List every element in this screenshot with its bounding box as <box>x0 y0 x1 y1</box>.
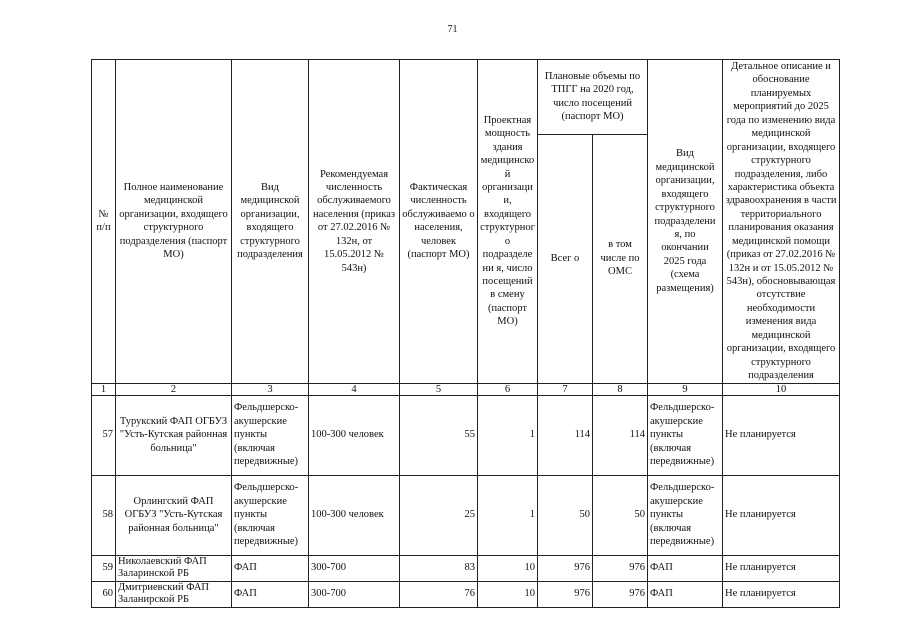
table-row <box>92 581 840 607</box>
description: Не планируется <box>723 395 840 475</box>
visits-oms: 976 <box>593 555 648 581</box>
visits-total: 50 <box>538 475 593 555</box>
recommended-population: 300-700 <box>309 555 400 581</box>
row-num: 57 <box>92 395 116 475</box>
column-number: 1 <box>92 383 116 395</box>
column-number: 8 <box>593 383 648 395</box>
header-description: Детальное описание и обоснование планируемых мероприятий до 2025 года по изменению вида медицинской организации, входящего структурного подразделения, либо характеристика объекта здравоохранения в части территориального планирования оказания медицинской помощи (приказ от 27.02.2016 № 132н и от 15.05.2012 № 543н), обосновывающая отсутствие необходимости изменения вида медицинской организации, входящего структурного подразделения <box>723 60 840 384</box>
visits-total: 976 <box>538 555 593 581</box>
header-design-capacity: Проектная мощность здания медицинско й организаци и, входящего структурног о подразделе ни я, число посещений в смену (паспорт МО) <box>478 60 538 384</box>
description: Не планируется <box>723 581 840 607</box>
actual-population: 83 <box>400 555 478 581</box>
header-planned-volumes: Плановые объемы по ТПГГ на 2020 год, число посещений (паспорт МО) <box>538 60 648 135</box>
table-row <box>92 475 840 555</box>
actual-population: 76 <box>400 581 478 607</box>
table-row <box>92 555 840 581</box>
type-2025: ФАП <box>648 555 723 581</box>
header-recommended-population: Рекомендуемая численность обслуживаемого населения (приказ от 27.02.2016 № 132н, от 15.05.2012 № 543н) <box>309 60 400 384</box>
visits-oms: 976 <box>593 581 648 607</box>
org-type: Фельдшерско-акушерские пункты (включая передвижные) <box>232 395 309 475</box>
type-2025: ФАП <box>648 581 723 607</box>
org-type: ФАП <box>232 581 309 607</box>
org-name: Дмитриевский ФАП Заланирской РБ <box>116 581 232 607</box>
row-num: 60 <box>92 581 116 607</box>
column-number: 5 <box>400 383 478 395</box>
column-number: 2 <box>116 383 232 395</box>
visits-total: 114 <box>538 395 593 475</box>
actual-population: 25 <box>400 475 478 555</box>
org-type: ФАП <box>232 555 309 581</box>
design-capacity: 1 <box>478 395 538 475</box>
description: Не планируется <box>723 475 840 555</box>
column-number: 9 <box>648 383 723 395</box>
recommended-population: 100-300 человек <box>309 475 400 555</box>
header-row <box>92 60 840 135</box>
org-name: Николаевский ФАП Заларинской РБ <box>116 555 232 581</box>
table-row <box>92 395 840 475</box>
column-number-row <box>92 383 840 395</box>
recommended-population: 300-700 <box>309 581 400 607</box>
org-name: Турукский ФАП ОГБУЗ "Усть-Кутская районная больница" <box>116 395 232 475</box>
row-num: 58 <box>92 475 116 555</box>
recommended-population: 100-300 человек <box>309 395 400 475</box>
org-name: Орлингский ФАП ОГБУЗ "Усть-Кутская районная больница" <box>116 475 232 555</box>
header-type-2025: Вид медицинской организации, входящего структурного подразделени я, по окончании 2025 года (схема размещения) <box>648 60 723 384</box>
header-org-name: Полное наименование медицинской организации, входящего структурного подразделения (паспорт МО) <box>116 60 232 384</box>
design-capacity: 10 <box>478 581 538 607</box>
description: Не планируется <box>723 555 840 581</box>
visits-oms: 114 <box>593 395 648 475</box>
type-2025: Фельдшерско-акушерские пункты (включая передвижные) <box>648 475 723 555</box>
row-num: 59 <box>92 555 116 581</box>
column-number: 4 <box>309 383 400 395</box>
header-num: № п/п <box>92 60 116 384</box>
header-total: Всег о <box>538 134 593 383</box>
header-org-type: Вид медицинской организации, входящего структурного подразделения <box>232 60 309 384</box>
actual-population: 55 <box>400 395 478 475</box>
column-number: 3 <box>232 383 309 395</box>
column-number: 6 <box>478 383 538 395</box>
design-capacity: 10 <box>478 555 538 581</box>
type-2025: Фельдшерско-акушерские пункты (включая передвижные) <box>648 395 723 475</box>
design-capacity: 1 <box>478 475 538 555</box>
header-oms: в том числе по ОМС <box>593 134 648 383</box>
page-number: 71 <box>447 24 458 35</box>
column-number: 7 <box>538 383 593 395</box>
column-number: 10 <box>723 383 840 395</box>
header-actual-population: Фактическая численность обслуживаемо о населения, человек (паспорт МО) <box>400 60 478 384</box>
visit-plan-table <box>91 59 840 608</box>
visits-total: 976 <box>538 581 593 607</box>
org-type: Фельдшерско-акушерские пункты (включая передвижные) <box>232 475 309 555</box>
visits-oms: 50 <box>593 475 648 555</box>
